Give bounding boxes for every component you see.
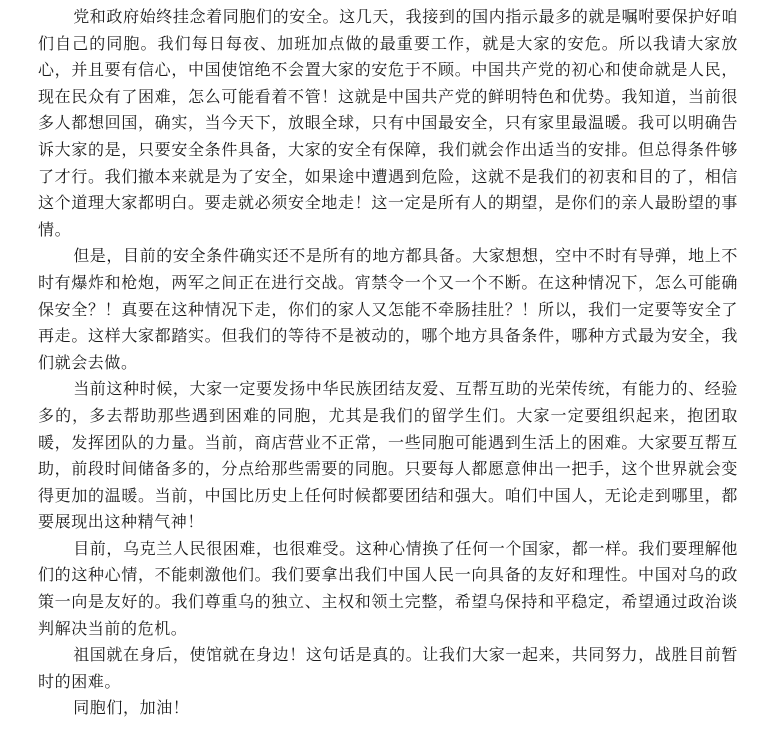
paragraph-5: 祖国就在身后，使馆就在身边！这句话是真的。让我们大家一起来，共同努力，战胜目前暂时的困难。 [38,645,738,691]
paragraph-2: 但是，目前的安全条件确实还不是所有的地方都具备。大家想想，空中不时有导弹，地上不时有爆炸和枪炮，两军之间正在进行交战。宵禁令一个又一个不断。在这种情况下，怎么可能确保安全？！真要在这种情况下走，你们的家人又怎能不牵肠挂肚？！所以，我们一定要等安全了再走。这样大家都踏实。但我们的等待不是被动的，哪个地方具备条件，哪种方式最为安全，我们就会去做。 [38,246,738,372]
paragraph-6: 同胞们，加油！ [73,698,190,718]
paragraph-1: 党和政府始终挂念着同胞们的安全。这几天，我接到的国内指示最多的就是嘱咐要保护好咱们自己的同胞。我们每日每夜、加班加点做的最重要工作，就是大家的安危。所以我请大家放心，并且要有信心，中国使馆绝不会置大家的安危于不顾。中国共产党的初心和使命就是人民，现在民众有了困难，怎么可能看着不管！这就是中国共产党的鲜明特色和优势。我知道，当前很多人都想回国，确实，当今天下，放眼全球，只有中国最安全，只有家里最温暖。我可以明确告诉大家的是，只要安全条件具备，大家的安全有保障，我们就会作出适当的安排。但总得条件够了才行。我们撤本来就是为了安全，如果途中遭遇到危险，这就不是我们的初衷和目的了，相信这个道理大家都明白。要走就必须安全地走！这一定是所有人的期望，是你们的亲人最盼望的事情。 [38,7,738,239]
document-body [38,4,738,722]
paragraph-4: 目前，乌克兰人民很困难，也很难受。这种心情换了任何一个国家，都一样。我们要理解他们的这种心情，不能刺激他们。我们要拿出我们中国人民一向具备的友好和理性。中国对乌的政策一向是友好的。我们尊重乌的独立、主权和领土完整，希望乌保持和平稳定，希望通过政治谈判解决当前的危机。 [38,538,738,638]
paragraph-3: 当前这种时候，大家一定要发扬中华民族团结友爱、互帮互助的光荣传统，有能力的、经验多的，多去帮助那些遇到困难的同胞，尤其是我们的留学生们。大家一定要组织起来，抱团取暖，发挥团队的力量。当前，商店营业不正常，一些同胞可能遇到生活上的困难。大家要互帮互助，前段时间储备多的，分点给那些需要的同胞。只要每人都愿意伸出一把手，这个世界就会变得更加的温暖。当前，中国比历史上任何时候都要团结和强大。咱们中国人，无论走到哪里，都要展现出这种精气神！ [38,379,738,532]
